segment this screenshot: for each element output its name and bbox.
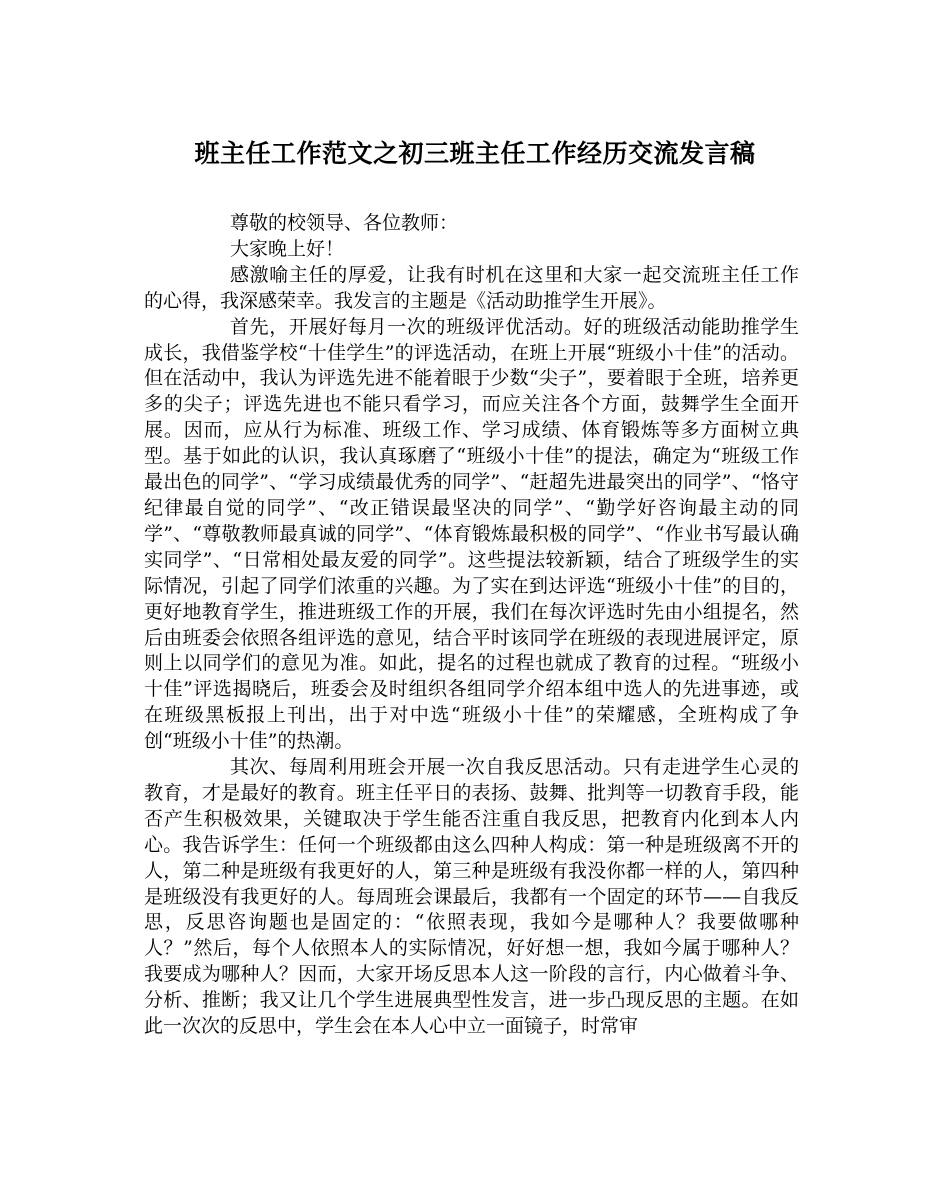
paragraph-intro: 感激喻主任的厚爱，让我有时机在这里和大家一起交流班主任工作的心得，我深感荣幸。我发言的主题是《活动助推学生开展》。 [144, 263, 799, 312]
document-body [144, 211, 799, 1040]
paragraph-first: 首先，开展好每月一次的班级评优活动。好的班级活动能助推学生成长，我借鉴学校“十佳学生”的评选活动，在班上开展“班级小十佳”的活动。但在活动中，我认为评选先进不能着眼于少数“尖子”，要着眼于全班，培养更多的尖子；评选先进也不能只看学习，而应关注各个方面，鼓舞学生全面开展。因而，应从行为标准、班级工作、学习成绩、体育锻炼等多方面树立典型。基于如此的认识，我认真琢磨了“班级小十佳”的提法，确定为“班级工作最出色的同学”、“学习成绩最优秀的同学”、“赶超先进最突出的同学”、“恪守纪律最自觉的同学”、“改正错误最坚决的同学”、“勤学好咨询最主动的同学”、“尊敬教师最真诚的同学”、“体育锻炼最积极的同学”、“作业书写最认确实同学”、“日常相处最友爱的同学”。这些提法较新颖，结合了班级学生的实际情况，引起了同学们浓重的兴趣。为了实在到达评选“班级小十佳”的目的，更好地教育学生，推进班级工作的开展，我们在每次评选时先由小组提名，然后由班委会依照各组评选的意见，结合平时该同学在班级的表现进展评定，原则上以同学们的意见为准。如此，提名的过程也就成了教育的过程。“班级小十佳”评选揭晓后，班委会及时组织各组同学介绍本组中选人的先进事迹，或在班级黑板报上刊出，出于对中选“班级小十佳”的荣耀感，全班构成了争创“班级小十佳”的热潮。 [144, 315, 799, 753]
salutation: 尊敬的校领导、各位教师： [230, 212, 459, 234]
greeting: 大家晚上好！ [230, 237, 345, 260]
paragraph-second: 其次、每周利用班会开展一次自我反思活动。只有走进学生心灵的教育，才是最好的教育。班主任平日的表扬、鼓舞、批判等一切教育手段，能否产生积极效果，关键取决于学生能否注重自我反思，把教育内化到本人内心。我告诉学生：任何一个班级都由这么四种人构成：第一种是班级离不开的人，第二种是班级有我更好的人，第三种是班级有我没你都一样的人，第四种是班级没有我更好的人。每周班会课最后，我都有一个固定的环节——自我反思，反思咨询题也是固定的：“依照表现，我如今是哪种人？我要做哪种人？”然后，每个人依照本人的实际情况，好好想一想，我如今属于哪种人？我要成为哪种人？因而，大家开场反思本人这一阶段的言行，内心做着斗争、分析、推断；我又让几个学生进展典型性发言，进一步凸现反思的主题。在如此一次次的反思中，学生会在本人心中立一面镜子，时常审 [144, 756, 799, 1038]
document-title: 班主任工作范文之初三班主任工作经历交流发言稿 [194, 139, 756, 168]
